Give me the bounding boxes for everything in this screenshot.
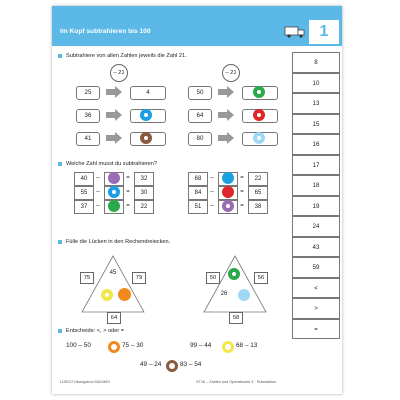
triangle-shape [202,254,268,314]
input-box: 80 [188,132,212,146]
dot-center [257,136,261,140]
minus-sign: – [210,203,214,209]
dot-center [144,136,148,140]
bullet-icon [58,162,62,166]
minus-sign: – [210,175,214,181]
triangle-right-box: 56 [254,272,268,284]
comparison-right: 68 – 13 [236,342,258,349]
section-1-title-text: Subtrahiere von allen Zahlen jeweils die Zahl 21. [66,53,187,59]
operator-circle-left: – 21 [110,64,128,82]
grid-minuend: 51 [188,200,208,214]
comparison-right: 83 – 54 [180,361,202,368]
triangle-left-box: 75 [80,272,94,284]
answer-cell: = [292,319,340,340]
grid-minuend: 37 [74,200,94,214]
dot-center [144,113,148,117]
comparison-left: 49 – 24 [140,361,162,368]
red-dot [222,186,234,198]
grid-minuend: 84 [188,186,208,200]
answer-cell: 24 [292,216,340,237]
dot-center [169,363,175,369]
orange-dot [118,288,131,301]
answer-cell: > [292,298,340,319]
arrow-right-icon [218,86,234,98]
minus-sign: – [210,189,214,195]
arrow-right-icon [106,109,122,121]
triangle-mid-value: 26 [220,291,228,297]
grid-minuend: 68 [188,172,208,186]
dot-center [257,113,261,117]
answer-cell: 17 [292,155,340,176]
dot-center [112,190,116,194]
comparison-right: 75 – 30 [122,342,144,349]
green-dot [108,200,120,212]
answer-column [292,52,340,388]
triangle-bottom-box: 58 [229,312,243,324]
bullet-icon [58,54,62,58]
dot-center [111,344,117,350]
answer-cell: 43 [292,237,340,258]
operator-circle-right: – 21 [222,64,240,82]
answer-cell: 16 [292,134,340,155]
purple-dot [108,172,120,184]
header-bar [52,6,342,46]
section-2-title [58,161,157,167]
section-2-title-text: Welche Zahl musst du subtrahieren? [66,161,157,167]
footer-left: LÜSCO Übungsbox MAXIMO [60,380,110,384]
bullet-icon [58,329,62,333]
footer-right: ST16 – Zahlen und Operationen 3 · Subtraktion [196,380,276,384]
triangle-right-box: 79 [132,272,146,284]
truck-icon [284,26,306,38]
input-box: 36 [76,109,100,123]
blue-dot [222,172,234,184]
equals-sign: = [126,203,130,209]
answer-cell: 59 [292,257,340,278]
input-box: 25 [76,86,100,100]
dot-center [232,272,236,276]
grid-result: 32 [134,172,154,186]
grid-minuend: 55 [74,186,94,200]
minus-sign: – [96,189,100,195]
minus-sign: – [96,203,100,209]
input-box: 50 [188,86,212,100]
answer-cell: 18 [292,175,340,196]
arrow-right-icon [218,109,234,121]
equals-sign: = [240,203,244,209]
triangle-bottom-box: 64 [107,312,121,324]
section-4-title-text: Entscheide: <, > oder = [66,328,124,334]
dot-center [226,204,230,208]
result-box: 4 [130,86,166,100]
triangle-left-box: 50 [206,272,220,284]
grid-result: 22 [134,200,154,214]
answer-cell: 15 [292,114,340,135]
equals-sign: = [126,189,130,195]
section-3-title-text: Fülle die Lücken in den Rechendreiecken. [66,239,171,245]
input-box: 41 [76,132,100,146]
section-4-title [58,328,124,334]
section-1-title [58,53,187,59]
comparison-left: 99 – 44 [190,342,212,349]
input-box: 64 [188,109,212,123]
arrow-right-icon [106,86,122,98]
answer-cell: 19 [292,196,340,217]
dot-center [257,90,261,94]
dot-center [105,293,109,297]
worksheet-page [52,6,342,394]
triangle-top-value: 45 [109,270,117,276]
dot-center [225,344,231,350]
bullet-icon [58,240,62,244]
minus-sign: – [96,175,100,181]
grid-result: 22 [248,172,268,186]
equals-sign: = [126,175,130,181]
answer-cell: 13 [292,93,340,114]
arrow-right-icon [106,132,122,144]
grid-minuend: 40 [74,172,94,186]
equals-sign: = [240,175,244,181]
answer-cell: 8 [292,52,340,73]
triangle-shape [80,254,146,314]
section-3-title [58,239,170,245]
arrow-right-icon [218,132,234,144]
comparison-left: 100 – 50 [66,342,91,349]
lightblue-dot [238,289,250,301]
page-number: 1 [309,20,339,44]
equals-sign: = [240,189,244,195]
grid-result: 65 [248,186,268,200]
page-title: Im Kopf subtrahieren bis 100 [60,28,151,35]
grid-result: 30 [134,186,154,200]
answer-cell: 10 [292,73,340,94]
grid-result: 38 [248,200,268,214]
answer-cell: < [292,278,340,299]
